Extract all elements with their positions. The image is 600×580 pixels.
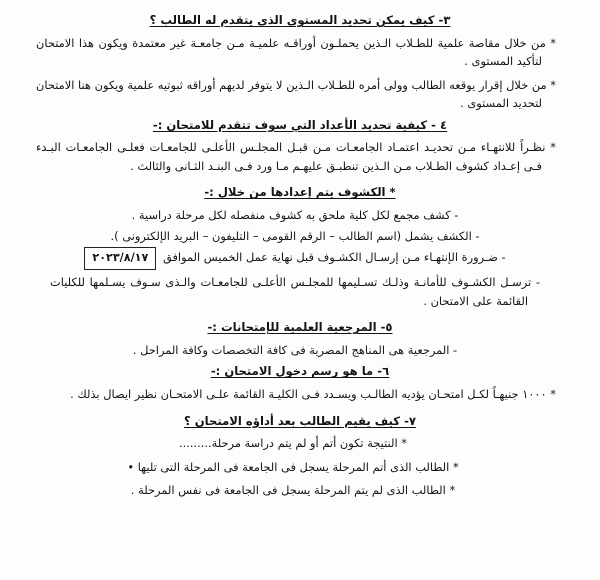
section-heading-q4: ٤ - كيفية تحديد الأعداد التي سوف تتقدم للامتحان :-: [152, 117, 448, 132]
spacer: [26, 406, 574, 409]
deadline-date-box: ٢٠٢٣/٨/١٧: [84, 247, 156, 270]
list-item: - المرجعية هى المناهج المصرية فى كافة التخصصات وكافة المراحل .: [132, 342, 458, 357]
list-item-deadline: [50, 247, 540, 270]
section-body-q4: [36, 138, 556, 175]
section-body-q3: [36, 34, 556, 113]
section-body-records: [50, 206, 540, 310]
section-heading-records: * الكشوف يتم إعدادها من خلال :-: [204, 185, 396, 200]
section-heading-q7: ٧- كيف يقيم الطالب بعد أداؤه الامتحان ؟: [184, 413, 416, 428]
section-heading-q6: ٦- ما هو رسم دخول الامتحان :-: [210, 364, 390, 379]
spacer: [26, 177, 574, 180]
section-body-q7: [56, 434, 530, 499]
paragraph: * ١٠٠٠ جنيهـاً لكـل امتحـان يؤديه الطالـب ويسـدد فـى الكليـة القائمة علـى الامتحـان نظير ايصال بذلك .: [70, 387, 556, 402]
paragraph: * من خلال إقرار يوقعه الطالب وولى أمره للطـلاب الـذين لا يتوفر لديهم أوراقه ثبوتيه علمية ويكون هنا الامتحان لتحديد المستوى .: [36, 77, 556, 111]
paragraph: * الطالب الذى أتم المرحلة يسجل فى الجامعة فى المرحلة التى تليها •: [127, 459, 459, 474]
paragraph: * نظـراً للانتهـاء مـن تحديـد اعتمـاد الجامعـات مـن قبـل المجلـس الأعلـى للجامعـات فعلـى الجامعـات البـدء فـى إعـداد كشوف الطـلاب مـن الـذين تنطبـق عليهـم مـا ورد فـى البنـد الثـانى والثالث .: [36, 140, 556, 173]
section-body-q6: [36, 385, 556, 403]
paragraph: * النتيجة تكون أتم أو لم يتم دراسة مرحلة.........: [179, 436, 407, 451]
paragraph: * الطالب الذى لم يتم المرحلة يسجل فى الجامعة فى نفس المرحلة .: [130, 483, 456, 498]
section-body-q5: [50, 341, 540, 359]
section-heading-q5: ٥- المرجعية العلمية للإمتحانات :-: [207, 320, 393, 335]
deadline-text: - ضـرورة الإنتهـاء مـن إرسـال الكشـوف قبل نهاية عمل الخميس الموافق: [162, 250, 506, 265]
paragraph: * من خلال مقاصة علمية للطـلاب الـذين يحملـون أوراقـه علميـة مـن جامعـة غير معتمدة ويكون هذا الامتحان لتأكيد المستوى .: [36, 35, 556, 69]
section-heading-q3: ٣- كيف يمكن تحديد المستوى الذى يتقدم له الطالب ؟: [149, 13, 451, 27]
spacer: [26, 312, 574, 315]
list-item: - الكشف يشمل (اسم الطالب – الرقم القومى – التليفون – البريد الإلكترونى ).: [110, 228, 480, 243]
list-item: - ترسـل الكشـوف للأمانـة وذلـك تسـليمها للمجلـس الأعلـى للجامعـات والـذى سـوف يسـلمها للكليات القائمة على الامتحان .: [50, 275, 540, 308]
list-item: - كشف مجمع لكل كلية ملحق به كشوف منفصله لكل مرحلة دراسية .: [131, 208, 459, 223]
